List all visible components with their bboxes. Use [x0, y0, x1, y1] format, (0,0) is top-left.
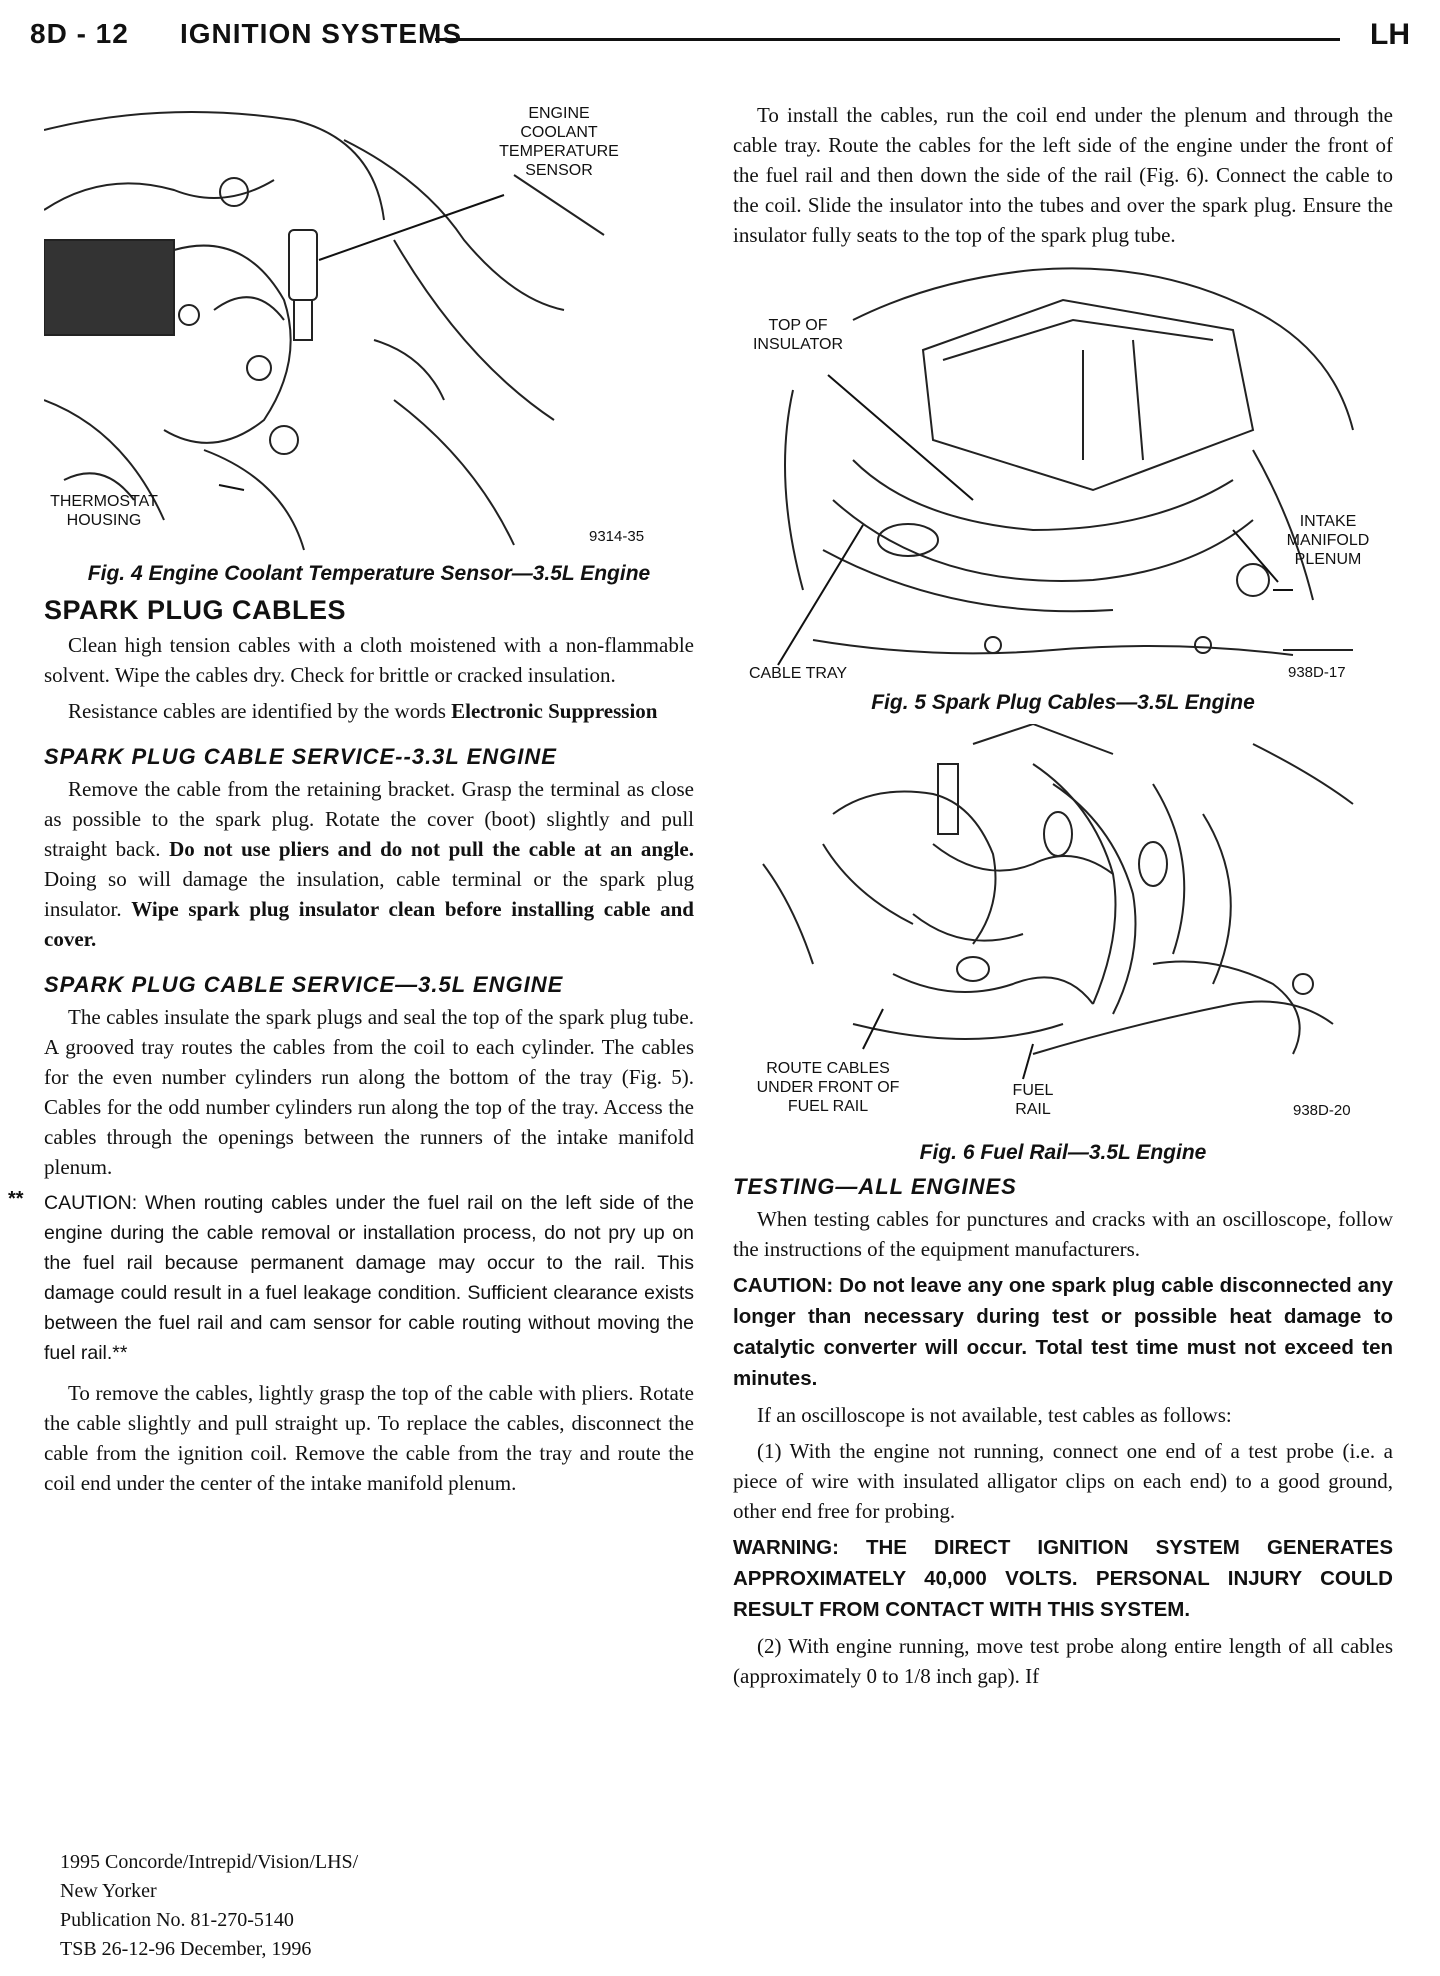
fig4-caption: Fig. 4 Engine Coolant Temperature Sensor—3.5L Engine: [87, 562, 651, 585]
resistance-text: Resistance cables are identified by the words: [68, 699, 452, 723]
footer-line-2: New Yorker: [60, 1880, 157, 1902]
fig5-label-cable-tray: CABLE TRAY: [748, 665, 848, 682]
page-number: 8D - 12: [30, 18, 129, 49]
paragraph-install: To install the cables, run the coil end under the plenum and through the cable tray. Route the cables for the left side of the engine under the front of the fuel rail and then down the side of the rail (Fig. 6). Connect the cable to the coil. Slide the insulator into the tubes and over the spark plug. Ensure the insulator fully seats to the top of the spark plug tube.: [733, 103, 1393, 247]
fig4-label-housing: THERMOSTAT HOUSING: [50, 493, 158, 529]
footer-line-3: Publication No. 81-270-5140: [60, 1909, 294, 1931]
service33-d: Wipe spark plug insulator clean before installing cable and cover.: [44, 897, 694, 951]
heading-service-33: SPARK PLUG CABLE SERVICE--3.3L ENGINE: [44, 744, 557, 769]
fig6-label-route-cables: ROUTE CABLES UNDER FRONT OF FUEL RAIL: [756, 1060, 900, 1115]
caution-star: **: [8, 1188, 24, 1210]
paragraph-service-33: [44, 774, 694, 954]
heading-spark-plug-cables: SPARK PLUG CABLES: [44, 595, 347, 625]
model-code: LH: [1370, 18, 1410, 51]
caution-test-time: CAUTION: Do not leave any one spark plug cable disconnected any longer than necessary during test or possible heat damage to catalytic converter will occur. Total test time must not exceed ten minutes.: [733, 1274, 1393, 1390]
paragraph-no-oscilloscope: If an oscilloscope is not available, test cables as follows:: [757, 1403, 1232, 1427]
warning-voltage: WARNING: THE DIRECT IGNITION SYSTEM GENERATES APPROXIMATELY 40,000 VOLTS. PERSONAL INJURY COULD RESULT FROM CONTACT WITH THIS SYSTEM.: [733, 1536, 1393, 1621]
figure-6: [733, 724, 1393, 1134]
footer-line-1: 1995 Concorde/Intrepid/Vision/LHS/: [60, 1851, 359, 1873]
heading-service-35: SPARK PLUG CABLE SERVICE—3.5L ENGINE: [44, 972, 564, 997]
heading-testing: TESTING—ALL ENGINES: [733, 1174, 1017, 1199]
fig6-caption: Fig. 6 Fuel Rail—3.5L Engine: [919, 1141, 1207, 1164]
caution-fuel-rail: [8, 1188, 694, 1368]
header-rule: [435, 38, 1340, 41]
fig6-label-fuel-rail: FUEL RAIL: [1012, 1082, 1054, 1118]
resistance-bold: Electronic Suppression: [451, 699, 658, 723]
paragraph-remove-cables: To remove the cables, lightly grasp the top of the cable with pliers. Rotate the cable slightly and pull straight up. To replace the cables, disconnect the cable from the ignition coil. Remove the cable from the tray and route the coil end under the center of the intake manifold plenum.: [44, 1381, 694, 1495]
left-column: [8, 100, 694, 1504]
fig5-label-intake-plenum: INTAKE MANIFOLD PLENUM: [1286, 513, 1370, 568]
footer-line-4: TSB 26-12-96 December, 1996: [60, 1938, 312, 1960]
figure-4: [44, 100, 694, 555]
paragraph-step-2: (2) With engine running, move test probe along entire length of all cables (approximately 0 to 1/8 inch gap). If: [733, 1634, 1393, 1688]
service33-a: Remove the cable from the retaining bracket. Grasp the terminal as close as possible to the spark plug. Rotate the cover (boot) slightly and pull straight back.: [44, 777, 694, 861]
paragraph-testing-intro: When testing cables for punctures and cracks with an oscilloscope, follow the instructions of the equipment manufacturers.: [733, 1207, 1393, 1261]
paragraph-cleaning: Clean high tension cables with a cloth moistened with a non-flammable solvent. Wipe the cables dry. Check for brittle or cracked insulation.: [44, 633, 694, 687]
page-header: [30, 18, 1410, 58]
figure-5: [733, 260, 1393, 690]
right-column: [733, 100, 1393, 1697]
fig5-caption: Fig. 5 Spark Plug Cables—3.5L Engine: [871, 691, 1255, 714]
paragraph-resistance: [44, 696, 694, 726]
section-title: IGNITION SYSTEMS: [180, 18, 463, 49]
caution-fuel-rail-text: CAUTION: When routing cables under the fuel rail on the left side of the engine during the cable removal or installation process, do not pry up on the fuel rail because permanent damage may occur to the rail. This damage could result in a fuel leakage condition. Sufficient clearance exists between the fuel rail and cam sensor for cable routing without moving the fuel rail.**: [44, 1192, 694, 1364]
service33-b: Do not use pliers and do not pull the cable at an angle.: [169, 837, 694, 861]
paragraph-step-1: (1) With the engine not running, connect one end of a test probe (i.e. a piece of wire with insulated alligator clips on each end) to a good ground, other end free for probing.: [733, 1439, 1393, 1523]
publication-footer: [60, 1848, 358, 1964]
fig4-label-sensor: ENGINE COOLANT TEMPERATURE SENSOR: [499, 105, 619, 179]
fig5-number: 938D-17: [1288, 664, 1346, 681]
fig5-label-top-of-insulator: TOP OF INSULATOR: [752, 317, 844, 353]
service33-c: Doing so will damage the insulation, cable terminal or the spark plug insulator.: [44, 867, 694, 921]
fig6-number: 938D-20: [1293, 1102, 1351, 1119]
fig4-number: 9314-35: [589, 528, 645, 545]
paragraph-service-35: The cables insulate the spark plugs and seal the top of the spark plug tube. A grooved tray routes the cables from the coil to each cylinder. The cables for the even number cylinders run along the bottom of the tray (Fig. 5). Cables for the odd number cylinders run along the top of the tray. Access the cables through the openings between the runners of the intake manifold plenum.: [44, 1005, 694, 1179]
